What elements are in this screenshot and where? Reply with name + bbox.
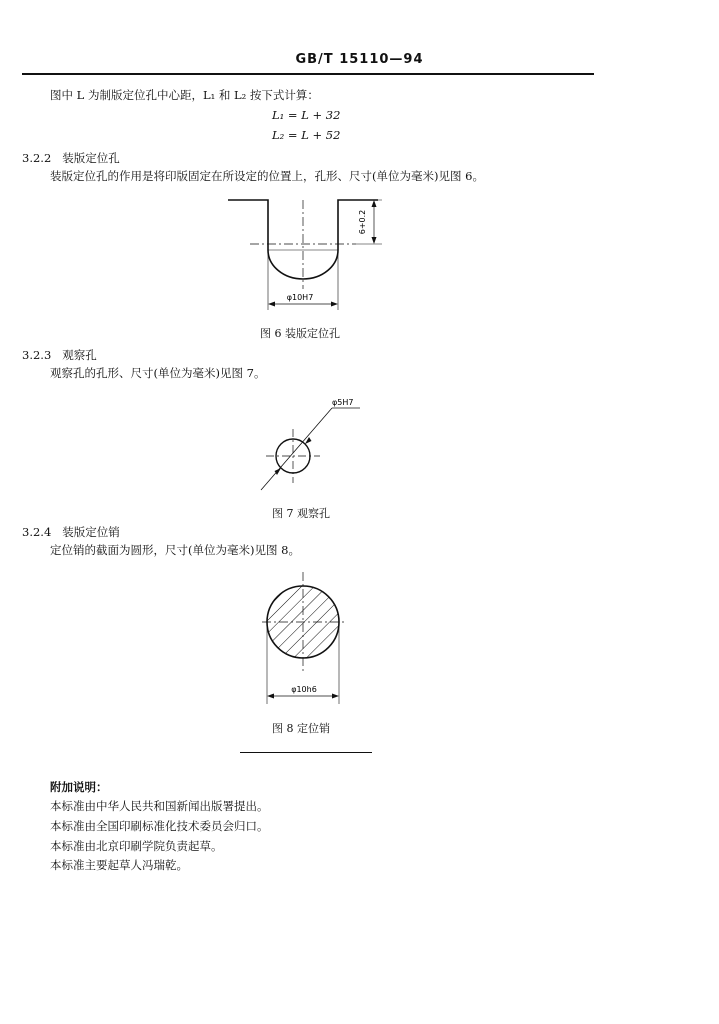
- header-rule: [22, 73, 594, 75]
- section-title: 观察孔: [62, 348, 97, 362]
- section-number: 3.2.2: [22, 151, 52, 165]
- notes-line-4: 本标准主要起草人冯瑞乾。: [50, 858, 188, 872]
- width-arrow-right: [331, 302, 338, 307]
- section-number: 3.2.4: [22, 525, 52, 539]
- figure-8-caption: 图 8 定位销: [272, 722, 330, 735]
- leader-arrow-lower: [275, 468, 282, 475]
- depth-dimension-label: 6+0.2: [358, 209, 367, 235]
- notes-line-3: 本标准由北京印刷学院负责起草。: [50, 839, 223, 853]
- notes-line-2: 本标准由全国印刷标准化技术委员会归口。: [50, 819, 269, 833]
- figure-7-observation-hole: [250, 392, 370, 496]
- notes-line-1: 本标准由中华人民共和国新闻出版署提出。: [50, 799, 269, 813]
- depth-arrow-top: [372, 200, 377, 207]
- intro-text: 图中 L 为制版定位孔中心距，L₁ 和 L₂ 按下式计算：: [50, 88, 319, 102]
- section-3-2-4-heading: [22, 524, 120, 540]
- section-3-2-3-heading: [22, 347, 97, 363]
- section-3-2-2-heading: [22, 150, 120, 166]
- depth-arrow-bottom: [372, 237, 377, 244]
- diameter-leader-line: [261, 408, 332, 490]
- equation-l2: L₂ = L + 52: [272, 128, 341, 142]
- figure-7-caption: 图 7 观察孔: [272, 507, 330, 520]
- equation-l1: L₁ = L + 32: [272, 108, 341, 122]
- width-arrow-left: [268, 302, 275, 307]
- section-3-2-3-body: 观察孔的孔形、尺寸(单位为毫米)见图 7。: [50, 366, 266, 380]
- figure-6-caption: 图 6 装版定位孔: [260, 327, 340, 340]
- figure-8-locating-pin: [258, 566, 358, 708]
- section-3-2-4-body: 定位销的截面为圆形，尺寸(单位为毫米)见图 8。: [50, 543, 300, 557]
- end-rule: [240, 752, 372, 753]
- dimension-arrow-left: [267, 694, 274, 699]
- section-number: 3.2.3: [22, 348, 52, 362]
- dimension-arrow-right: [332, 694, 339, 699]
- section-3-2-2-body: 装版定位孔的作用是将印版固定在所设定的位置上，孔形、尺寸(单位为毫米)见图 6。: [50, 169, 484, 183]
- observation-hole-dimension-label: φ5H7: [332, 398, 354, 407]
- figure-6-locating-hole: [220, 192, 390, 317]
- pin-dimension-label: φ10h6: [291, 685, 317, 694]
- width-dimension-label: φ10H7: [286, 293, 314, 302]
- section-title: 装版定位孔: [62, 151, 120, 165]
- notes-heading: 附加说明：: [50, 780, 108, 794]
- standard-code-header: GB/T 15110—94: [295, 52, 424, 67]
- section-title: 装版定位销: [62, 525, 120, 539]
